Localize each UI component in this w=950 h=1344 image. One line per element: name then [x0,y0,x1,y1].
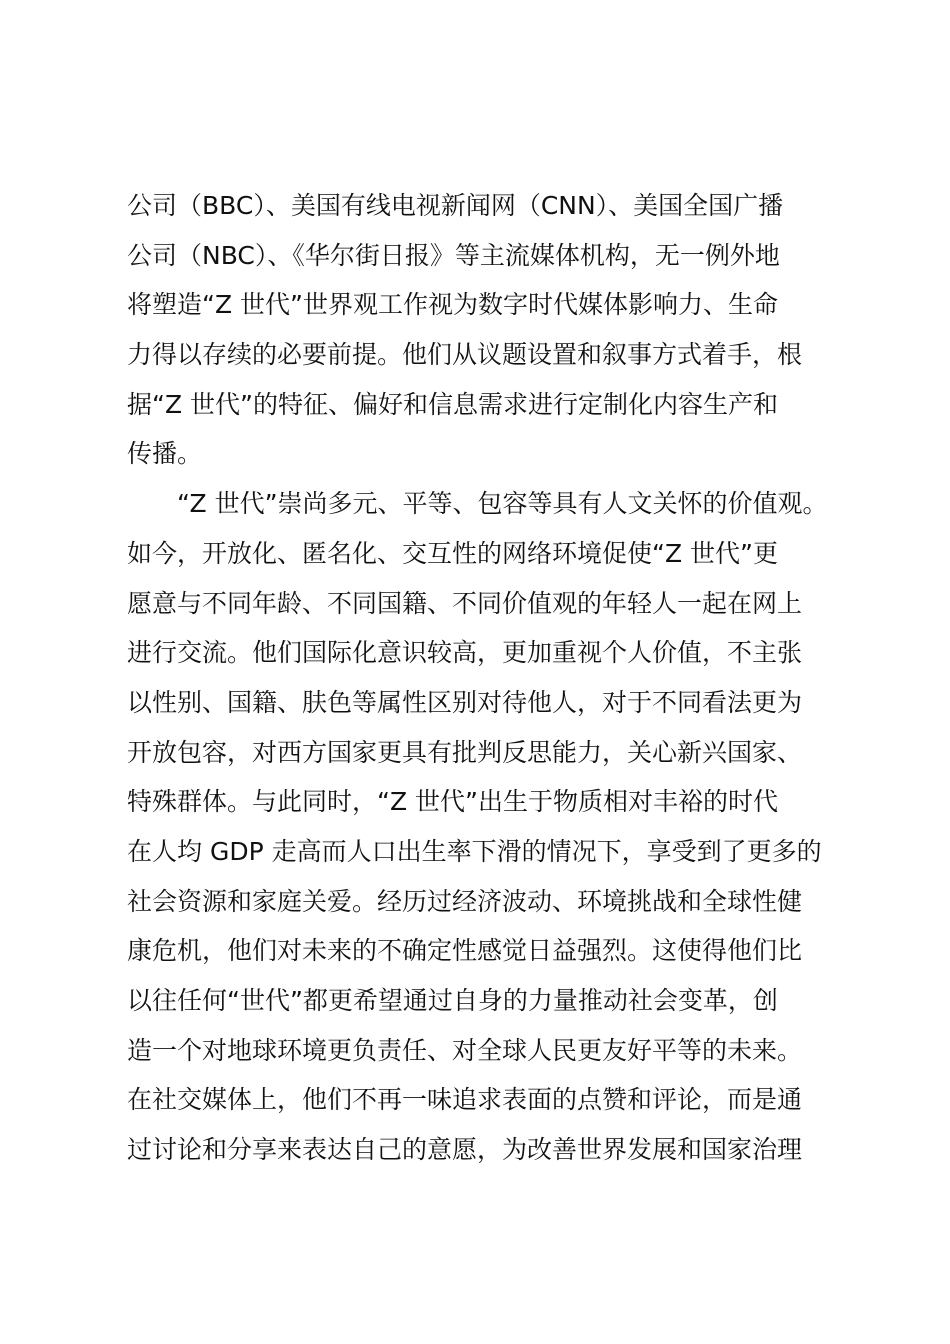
text-line: 开放包容，对西方国家更具有批判反思能力，关心新兴国家、 [127,737,803,767]
text-line: 进行交流。他们国际化意识较高，更加重视个人价值，不主张 [127,638,803,668]
text-line: 如今，开放化、匿名化、交互性的网络环境促使“Z 世代”更 [127,538,778,568]
text-line: 将塑造“Z 世代”世界观工作视为数字时代媒体影响力、生命 [127,290,778,320]
text-line: 特殊群体。与此同时，“Z 世代”出生于物质相对丰裕的时代 [127,787,778,817]
text-line: 公司（NBC）、《华尔街日报》等主流媒体机构，无一例外地 [127,240,780,270]
text-line: 在社交媒体上，他们不再一味追求表面的点赞和评论，而是通 [127,1085,803,1115]
text-line: 造一个对地球环境更负责任、对全球人民更友好平等的未来。 [127,1035,803,1065]
text-line: 过讨论和分享来表达自己的意愿，为改善世界发展和国家治理 [127,1135,803,1165]
text-line: 社会资源和家庭关爱。经历过经济波动、环境挑战和全球性健 [127,886,803,916]
text-line: 传播。 [127,439,203,469]
text-line: 公司（BBC）、美国有线电视新闻网（CNN）、美国全国广播 [127,191,784,220]
text-line: 力得以存续的必要前提。他们从议题设置和叙事方式着手，根 [127,340,803,370]
body-text [127,181,847,1175]
text-line: 康危机，他们对未来的不确定性感觉日益强烈。这使得他们比 [127,936,803,966]
text-line: 在人均 GDP 走高而人口出生率下滑的情况下，享受到了更多的 [127,836,822,866]
text-line: 以性别、国籍、肤色等属性区别对待他人，对于不同看法更为 [127,687,803,717]
text-line: “Z 世代”崇尚多元、平等、包容等具有人文关怀的价值观。 [127,489,828,519]
text-line: 据“Z 世代”的特征、偏好和信息需求进行定制化内容生产和 [127,389,778,419]
text-line: 愿意与不同年龄、不同国籍、不同价值观的年轻人一起在网上 [127,588,803,618]
text-line: 以往任何“世代”都更希望通过自身的力量推动社会变革，创 [127,986,778,1015]
